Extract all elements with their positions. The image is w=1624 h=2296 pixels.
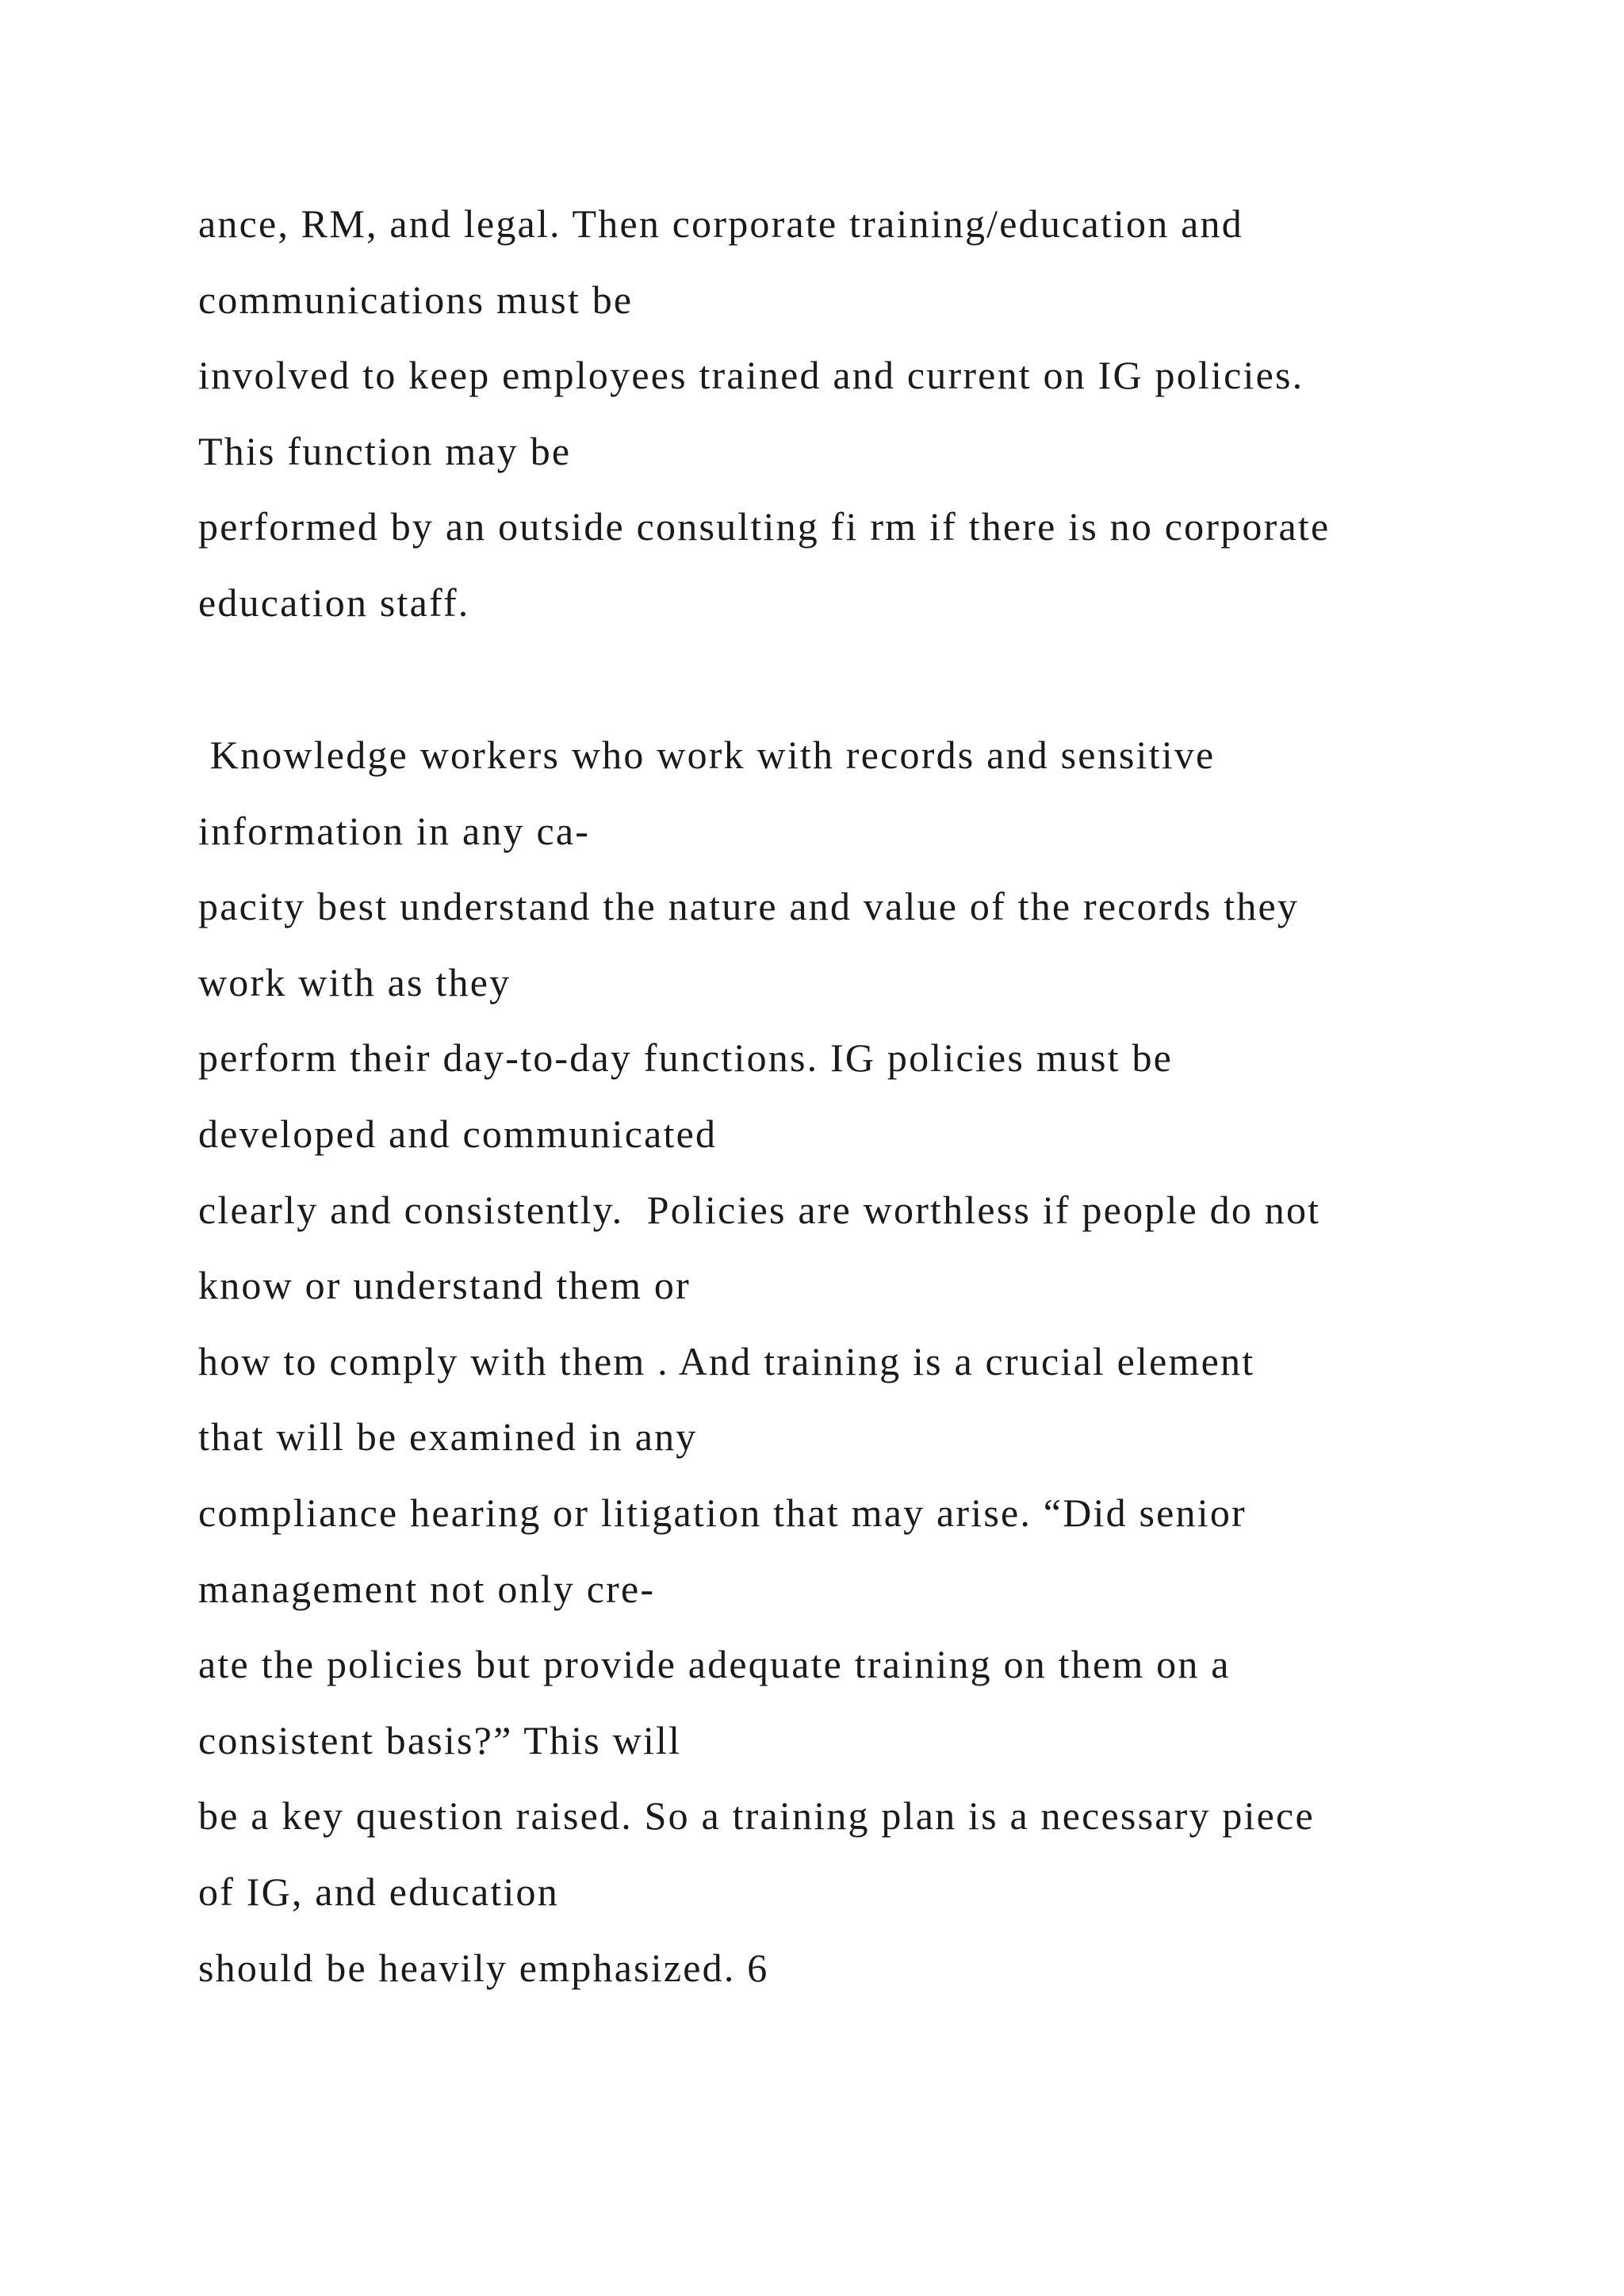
text-line: know or understand them or xyxy=(198,1263,691,1308)
text-line: compliance hearing or litigation that may arise. “Did senior xyxy=(198,1490,1247,1535)
text-line: management not only cre- xyxy=(198,1566,656,1611)
text-line: developed and communicated xyxy=(198,1111,718,1156)
text-line: be a key question raised. So a training plan is a necessary piece xyxy=(198,1793,1315,1839)
text-line: information in any ca- xyxy=(198,808,591,853)
text-line: education staff. xyxy=(198,580,470,625)
text-line: pacity best understand the nature and value of the records they xyxy=(198,884,1300,929)
text-line: involved to keep employees trained and current on IG policies. xyxy=(198,353,1304,398)
text-line: communications must be xyxy=(198,277,634,322)
text-line: ate the policies but provide adequate training on them on a xyxy=(198,1642,1231,1687)
text-line: perform their day-to-day functions. IG policies must be xyxy=(198,1035,1174,1081)
text-line: of IG, and education xyxy=(198,1869,559,1914)
text-line: clearly and consistently. Policies are worthless if people do not xyxy=(198,1187,1321,1232)
text-line: should be heavily emphasized. 6 xyxy=(198,1945,769,1990)
paragraph-knowledge-workers xyxy=(198,718,1467,2006)
text-line: Knowledge workers who work with records and sensitive xyxy=(198,733,1216,777)
text-line: consistent basis?” This will xyxy=(198,1717,682,1762)
text-line: that will be examined in any xyxy=(198,1414,698,1460)
text-line: ance, RM, and legal. Then corporate training/education and xyxy=(198,201,1243,246)
text-line: work with as they xyxy=(198,959,511,1004)
text-line: performed by an outside consulting fi rm if there is no corporate xyxy=(198,504,1331,549)
text-line: how to comply with them . And training is a crucial element xyxy=(198,1338,1255,1383)
text-line: This function may be xyxy=(198,428,572,473)
paragraph-ig-training-roles xyxy=(198,186,1467,641)
